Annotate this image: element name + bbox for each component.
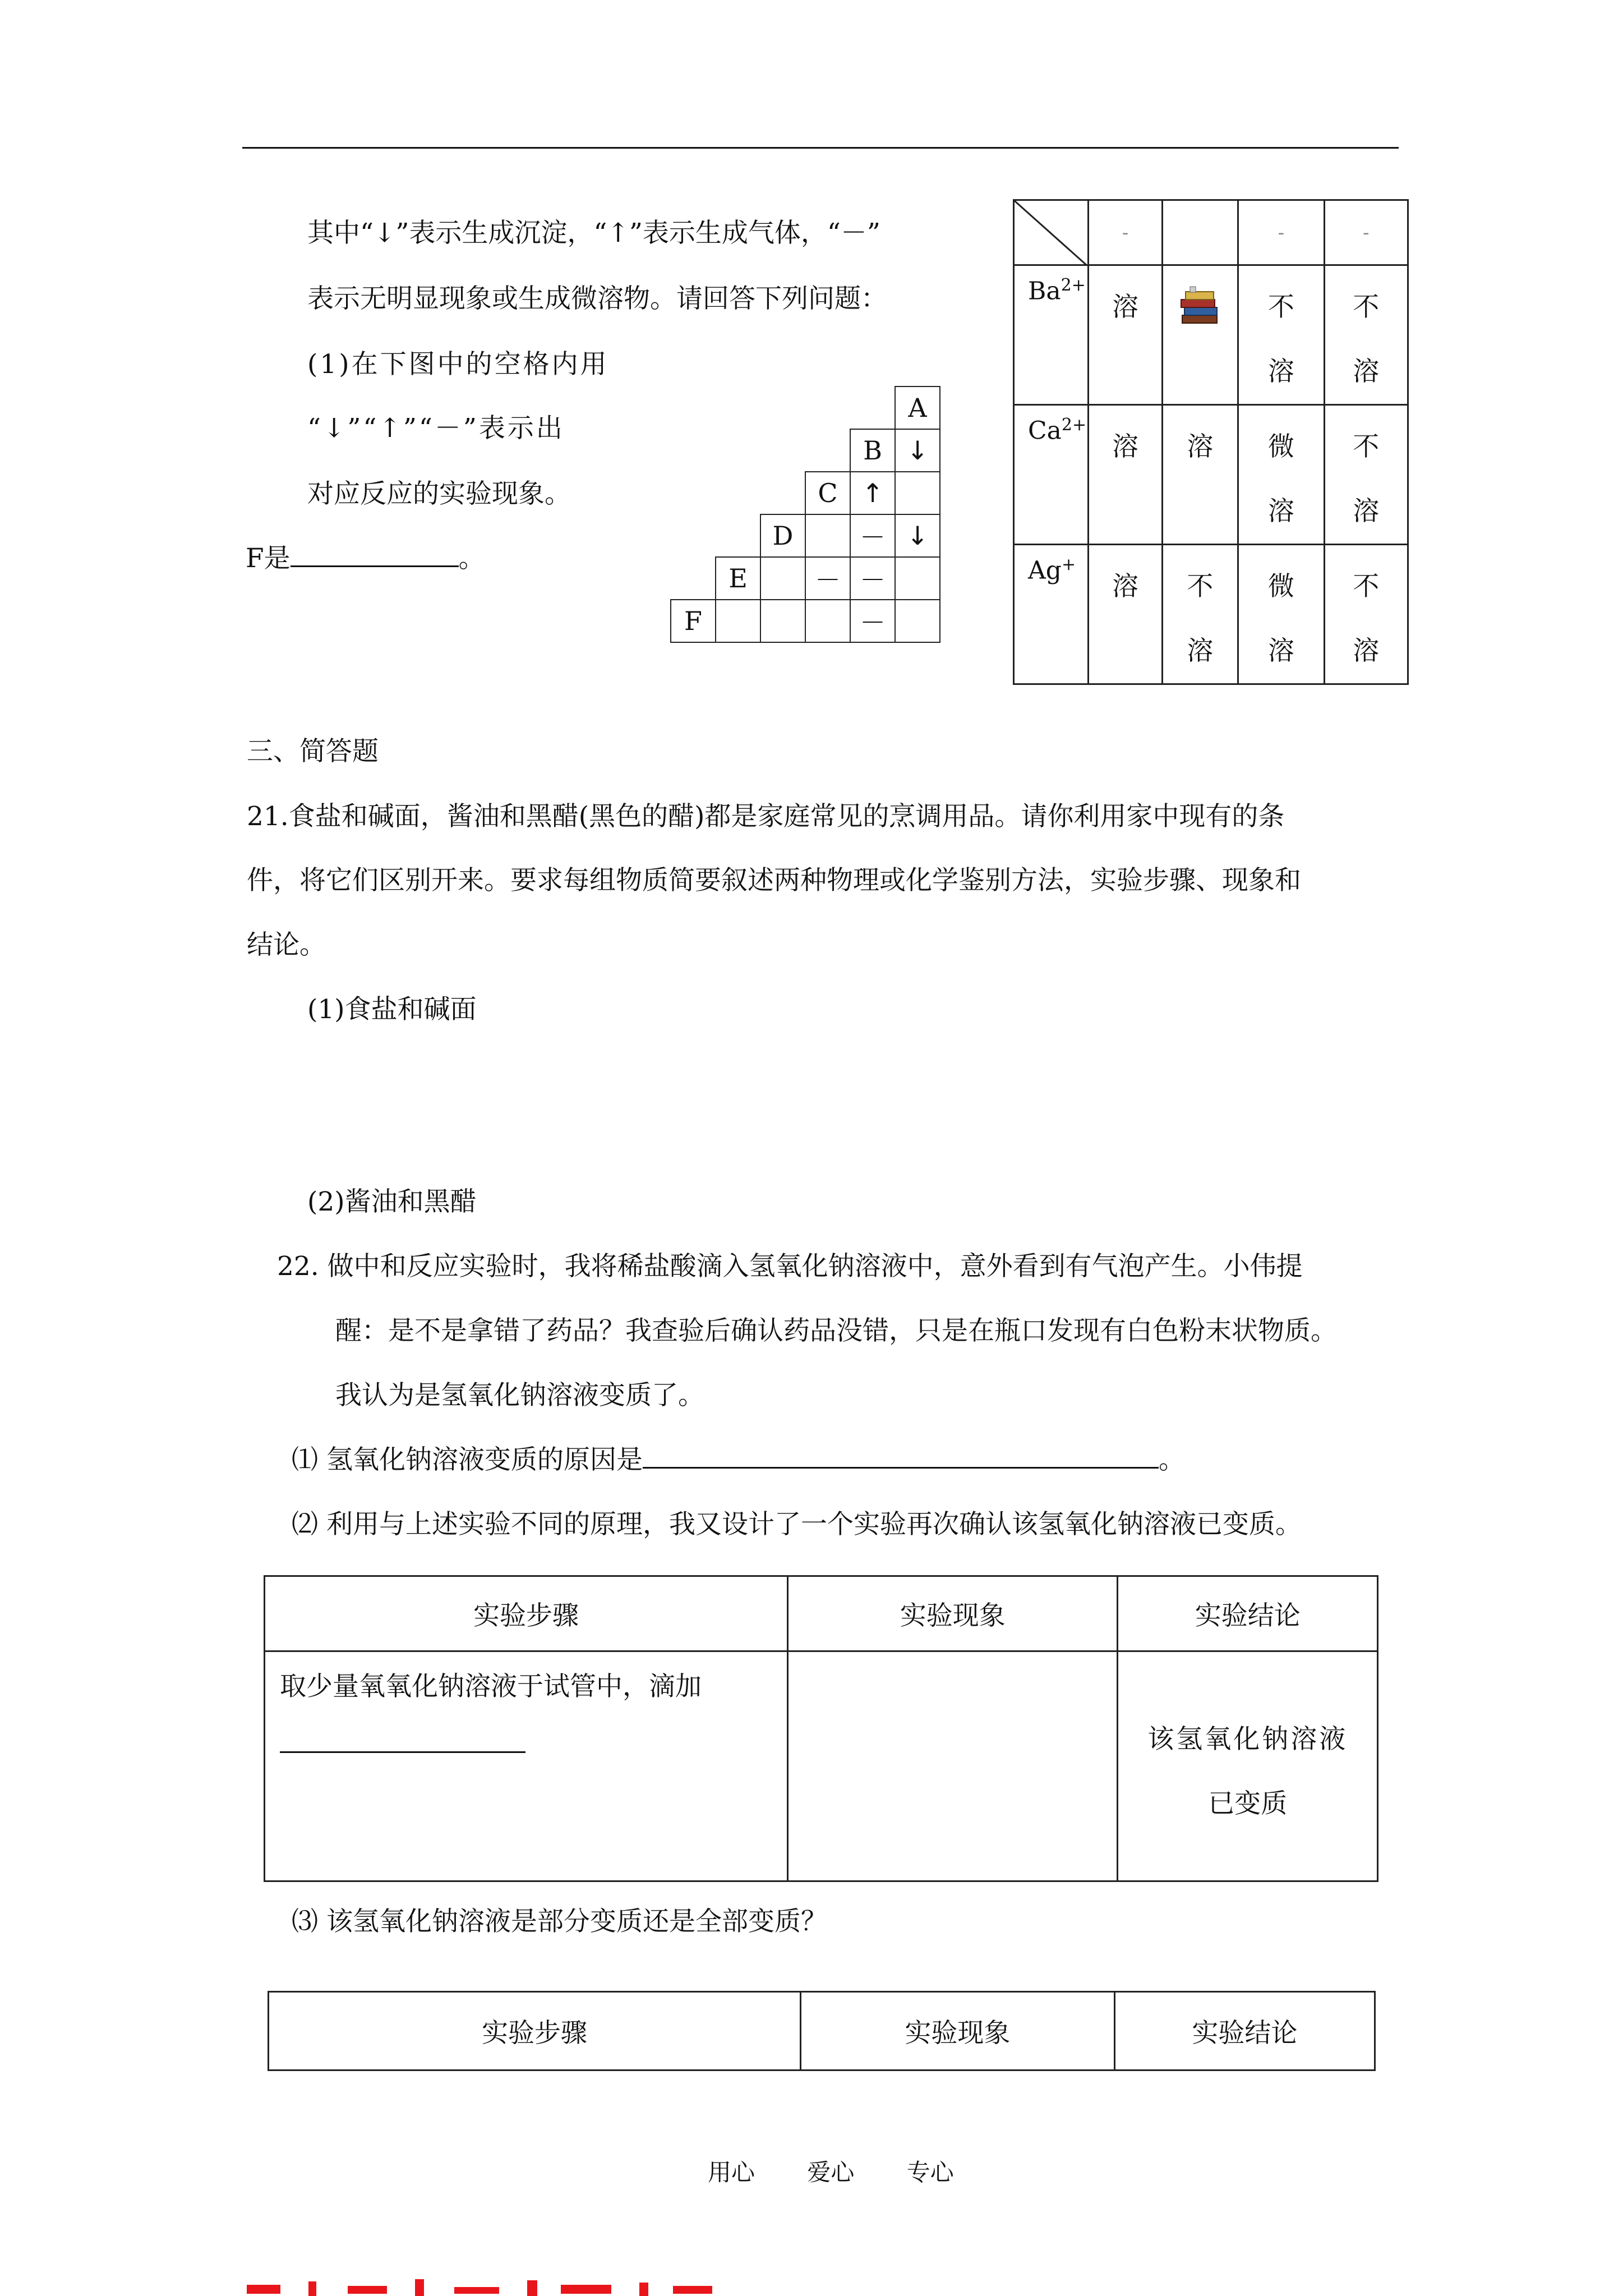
grid-cell-f-c[interactable] (805, 600, 850, 642)
grid-cell-d-c[interactable] (805, 514, 850, 557)
anion-header-1: - (1089, 200, 1162, 265)
question-22-part-2: ⑵ 利用与上述实验不同的原理，我又设计了一个实验再次确认该氢氧化钠溶液已变质。 (292, 1509, 1302, 1540)
cell-ag-2-text: 不溶 (1187, 571, 1214, 666)
diagonal-corner-cell (1014, 200, 1089, 265)
cell-ag-2 (1162, 545, 1238, 684)
table2-header-conclusion: 实验结论 (1114, 1992, 1375, 2070)
grid-cell-f-a[interactable] (895, 600, 940, 642)
footer-text-3: 专心 (906, 2159, 954, 2186)
anion-header-4: - (1324, 200, 1408, 265)
experiment-table-1 (264, 1575, 1378, 1882)
section-3-title: 三、简答题 (247, 736, 379, 767)
cation-ca (1014, 405, 1089, 545)
table1-header-phenomenon: 实验现象 (788, 1576, 1118, 1651)
question-22-part-3: ⑶ 该氢氧化钠溶液是部分变质还是全部变质？ (292, 1906, 827, 1937)
books-icon (1178, 286, 1223, 329)
table1-conclusion-line-2: 已变质 (1208, 1788, 1288, 1819)
cation-ca-symbol: Ca (1028, 416, 1062, 445)
table1-conclusion-cell (1118, 1651, 1378, 1881)
question-21-line-3: 结论。 (247, 930, 326, 960)
grid-cell-c-b[interactable]: ↑ (850, 472, 895, 514)
question-22-part-1 (292, 1439, 1185, 1476)
cation-ca-charge: 2+ (1061, 415, 1087, 435)
question-22-part-1-text: ⑴ 氢氧化钠溶液变质的原因是 (292, 1444, 643, 1475)
grid-cell-f-b[interactable]: － (850, 600, 895, 642)
cell-ca-1: 溶 (1089, 405, 1162, 545)
grid-cell-e-a[interactable] (895, 557, 940, 600)
question-21-part-2: (2)酱油和黑醋 (307, 1186, 477, 1217)
grid-cell-c-a[interactable] (895, 472, 940, 514)
cell-ca-4-text: 不溶 (1353, 431, 1380, 527)
grid-label-c: C (805, 472, 850, 514)
cell-ca-3-text: 微溶 (1267, 431, 1294, 527)
table1-step-text: 取少量氧氧化钠溶液于试管中，滴加 (280, 1671, 702, 1702)
table1-step-cell (265, 1651, 788, 1881)
cation-ag (1014, 545, 1089, 684)
cropped-red-banner (247, 2274, 920, 2296)
cell-ag-3-text: 微溶 (1267, 571, 1294, 666)
reaction-grid (670, 386, 940, 643)
cell-ba-1: 溶 (1089, 265, 1162, 405)
f-label: F是 (246, 543, 291, 574)
f-answer-line (246, 537, 485, 575)
grid-cell-e-d[interactable] (760, 557, 805, 600)
cation-ag-charge: + (1061, 555, 1076, 574)
grid-label-d: D (760, 514, 805, 557)
header-rule (242, 147, 1399, 149)
grid-cell-d-b[interactable]: － (850, 514, 895, 557)
cell-ba-4 (1324, 265, 1408, 405)
cell-ca-4 (1324, 405, 1408, 545)
f-end: 。 (458, 543, 485, 574)
cell-ag-3 (1238, 545, 1324, 684)
question-22-line-3: 我认为是氢氧化钠溶液变质了。 (335, 1380, 704, 1411)
experiment-table-2 (268, 1991, 1376, 2071)
table2-header-phenomenon: 实验现象 (801, 1992, 1115, 2070)
cell-ag-1: 溶 (1089, 545, 1162, 684)
cell-ag-4-text: 不溶 (1353, 571, 1380, 666)
cation-ba-symbol: Ba (1028, 277, 1061, 306)
grid-cell-f-d[interactable] (760, 600, 805, 642)
question-21-line-2: 件，将它们区别开来。要求每组物质简要叙述两种物理或化学鉴别方法，实验步骤、现象和 (247, 865, 1301, 896)
cell-ba-4-text: 不溶 (1353, 292, 1380, 387)
cation-ba (1014, 265, 1089, 405)
table1-header-conclusion: 实验结论 (1118, 1576, 1378, 1651)
grid-cell-b-a[interactable]: ↓ (895, 429, 940, 472)
grid-label-f: F (671, 600, 716, 642)
grid-label-b: B (850, 429, 895, 472)
question-22-line-2: 醒：是不是拿错了药品？我查验后确认药品没错，只是在瓶口发现有白色粉末状物质。 (335, 1315, 1337, 1346)
cell-ba-3-text: 不溶 (1267, 292, 1294, 387)
solubility-table (1013, 199, 1409, 685)
table1-conclusion-line-1: 该氢氧化钠溶液 (1147, 1724, 1348, 1755)
cell-ba-3 (1238, 265, 1324, 405)
grid-label-e: E (716, 557, 760, 600)
intro-line-2: 表示无明显现象或生成微溶物。请回答下列问题： (307, 283, 887, 314)
question-1-part-c: 对应反应的实验现象。 (307, 478, 571, 509)
cation-ba-charge: 2+ (1061, 275, 1086, 295)
diagonal-line (1015, 201, 1087, 266)
grid-cell-e-b[interactable]: － (850, 557, 895, 600)
anion-header-3: - (1238, 200, 1324, 265)
question-22-part-1-end: 。 (1158, 1444, 1185, 1475)
page-footer (685, 2154, 976, 2188)
question-21-part-1: (1)食盐和碱面 (307, 994, 477, 1025)
table2-header-steps: 实验步骤 (269, 1992, 801, 2070)
question-21-line-1: 21.食盐和碱面，酱油和黑醋(黑色的醋)都是家庭常见的烹调用品。请你利用家中现有的条 (247, 801, 1285, 832)
anion-header-2 (1162, 200, 1238, 265)
cell-ba-2 (1162, 265, 1238, 405)
cell-ag-4 (1324, 545, 1408, 684)
f-answer-blank[interactable] (291, 542, 459, 567)
question-22-part-1-blank[interactable] (643, 1443, 1159, 1469)
cation-ag-symbol: Ag (1028, 556, 1062, 585)
table1-header-steps: 实验步骤 (265, 1576, 788, 1651)
table1-step-blank[interactable] (280, 1712, 525, 1753)
footer-text-1: 用心 (708, 2159, 755, 2186)
grid-cell-e-c[interactable]: － (805, 557, 850, 600)
grid-label-a: A (895, 386, 940, 429)
question-22-line-1: 22. 做中和反应实验时，我将稀盐酸滴入氢氧化钠溶液中，意外看到有气泡产生。小伟提 (277, 1251, 1303, 1282)
grid-cell-d-a[interactable]: ↓ (895, 514, 940, 557)
footer-text-2: 爱心 (807, 2159, 855, 2186)
question-1-part-b: “↓”“↑”“－”表示出 (307, 413, 565, 444)
table1-phenomenon-cell[interactable] (788, 1651, 1118, 1881)
grid-cell-f-e[interactable] (716, 600, 760, 642)
cell-ca-2: 溶 (1162, 405, 1238, 545)
question-1-part-a: (1)在下图中的空格内用 (307, 349, 609, 380)
cell-ca-3 (1238, 405, 1324, 545)
intro-line-1: 其中“↓”表示生成沉淀，“↑”表示生成气体，“－” (307, 218, 880, 249)
